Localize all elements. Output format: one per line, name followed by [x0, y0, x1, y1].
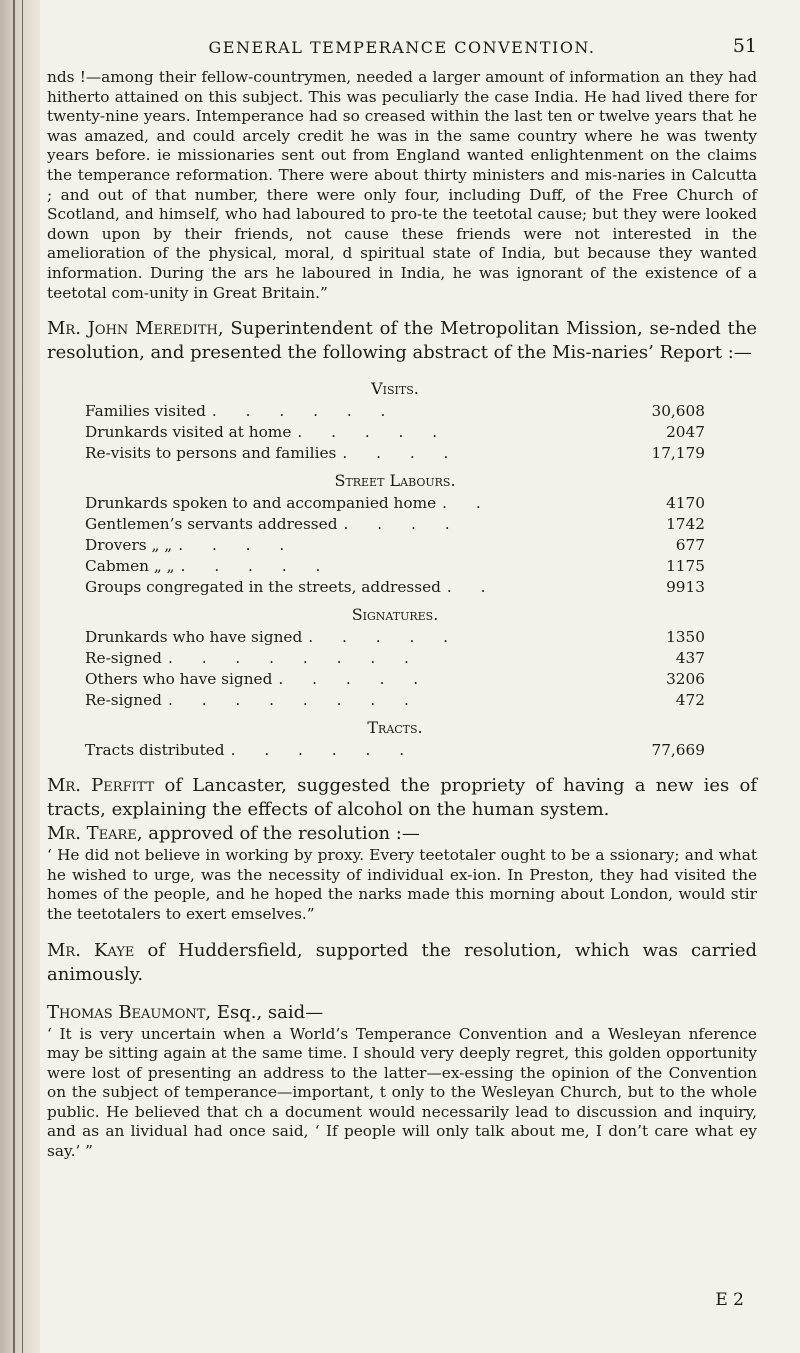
paragraph-text: ‘ It is very uncertain when a World’s Temperance Convention and a Wesleyan nference may be sitting again at the same time. I should very deeply regret, this golden opportunity were lost of presenting an address to the latter—ex-essing the opinion of the Convention on the subject of temperance—important, t only to the Wesleyan Church, but to the whole public. He believed that ch a document would necessarily lead to discussion and inquiry, and as an lividual had once said, ‘ If people will only talk about me, I don’t care what ey say.’ ”: [47, 1024, 757, 1161]
report-row-leader-dots: . . . . .: [278, 670, 431, 689]
missionaries-report-table: [85, 379, 705, 762]
report-row-value: 472: [675, 691, 705, 710]
report-row-leader-dots: . . . .: [343, 515, 462, 534]
report-row-value: 9913: [666, 578, 705, 597]
report-row: [85, 649, 705, 670]
report-row-label: Drunkards spoken to and accompanied home: [85, 494, 437, 513]
report-row: [85, 444, 705, 465]
speaker-name: Mr. Teare,: [47, 823, 143, 845]
report-row-label: Drunkards who have signed: [85, 628, 303, 647]
report-row-value: 4170: [666, 494, 705, 513]
speaker-name: Thomas Beaumont,: [47, 1001, 212, 1023]
book-page: [47, 35, 757, 1162]
paragraph-beaumont-quote: [47, 1025, 757, 1162]
speaker-name: Mr. John Meredith,: [47, 318, 224, 340]
speaker-name: Mr. Perfitt: [47, 775, 155, 797]
report-row: [85, 494, 705, 515]
speaker-name: Mr. Kaye: [47, 939, 135, 961]
report-row: [85, 557, 705, 578]
report-section-heading: Tracts.: [367, 718, 423, 738]
signature-mark: E 2: [715, 1290, 744, 1310]
report-row-label: Re-visits to persons and families: [85, 444, 337, 463]
report-row-label: Re-signed: [85, 649, 162, 668]
report-row: [85, 691, 705, 712]
report-row-value: 30,608: [651, 402, 705, 421]
binding-line: [22, 0, 23, 1353]
binding-line: [13, 0, 15, 1353]
report-row-label: Tracts distributed: [85, 741, 225, 760]
report-section-heading: Visits.: [371, 379, 419, 399]
report-row-label: Gentlemen’s servants addressed: [85, 515, 338, 534]
report-row-leader-dots: . .: [442, 494, 493, 513]
paragraph-teare: [47, 822, 757, 846]
report-row: [85, 423, 705, 444]
report-row-leader-dots: . . . .: [342, 444, 461, 463]
report-row-leader-dots: . . . . . .: [230, 741, 417, 760]
paragraph-teare-quote: [47, 846, 757, 924]
report-row-value: 17,179: [651, 444, 705, 463]
paragraph-missionary-speech: [47, 68, 757, 303]
page-header: [47, 35, 757, 68]
report-row: [85, 670, 705, 691]
paragraph-text: of Lancaster, suggested the propriety of having a new ies of tracts, explaining the effects of alcohol on the human system.: [47, 775, 757, 821]
report-row-label: Re-signed: [85, 691, 162, 710]
report-row-leader-dots: . . . . .: [308, 628, 461, 647]
report-row: [85, 628, 705, 649]
report-section-heading: Street Labours.: [334, 471, 456, 491]
report-row-leader-dots: . . . . . . . .: [167, 691, 421, 710]
report-row-label: Groups congregated in the streets, addressed: [85, 578, 441, 597]
report-row-value: 1350: [666, 628, 705, 647]
paragraph-kaye: [47, 939, 757, 987]
report-row-value: 1175: [666, 557, 705, 576]
paragraph-perfitt: [47, 774, 757, 822]
paragraph-text: of Huddersfield, supported the resolution, which was carried animously.: [47, 939, 757, 985]
running-title: GENERAL TEMPERANCE CONVENTION.: [208, 38, 596, 57]
report-row-label: Drovers „ „: [85, 536, 173, 555]
report-row-leader-dots: . . . . . .: [211, 402, 398, 421]
paragraph-meredith: [47, 317, 757, 365]
report-row-leader-dots: . . . .: [178, 536, 297, 555]
page-binding-shadow: [0, 0, 40, 1353]
paragraph-text: Esq., said—: [211, 1001, 324, 1023]
report-row-label: Families visited: [85, 402, 206, 421]
paragraph-text: ‘ He did not believe in working by proxy. Every teetotaler ought to be a ssionary; and what he wished to urge, was the necessity of individual ex-ion. In Preston, they had visited the homes of the people, and he hoped the narks made this morning about London, would stir the teetotalers to exert emselves.”: [47, 846, 757, 923]
report-row-label: Others who have signed: [85, 670, 273, 689]
page-number: 51: [732, 35, 757, 57]
report-row-value: 437: [675, 649, 705, 668]
report-row-value: 2047: [666, 423, 705, 442]
report-row-leader-dots: . . . . .: [180, 557, 333, 576]
report-row-value: 677: [675, 536, 705, 555]
report-row: [85, 536, 705, 557]
paragraph-text: Superintendent of the Metropolitan Mission, se-nded the resolution, and presented the following abstract of the Mis-naries’ Report :—: [47, 318, 757, 364]
report-row-leader-dots: . . . . . . . .: [167, 649, 421, 668]
report-section-heading: Signatures.: [351, 605, 439, 625]
report-row: [85, 402, 705, 423]
report-row-leader-dots: . .: [446, 578, 498, 597]
report-row: [85, 515, 705, 536]
report-row: [85, 741, 705, 762]
paragraph-text: approved of the resolution :—: [142, 823, 420, 845]
report-row-label: Cabmen „ „: [85, 557, 175, 576]
paragraph-text: nds !—among their fellow-countrymen, needed a larger amount of information an they had hitherto attained on this subject. This was peculiarly the case India. He had lived there for twenty-nine years. Intemperance had so creased within the last ten or twelve years that he was amazed, and could arcely credit he was in the same country where he was twenty years before. ie missionaries sent out from England wanted enlightenment on the claims the temperance reformation. There were about thirty ministers and mis-naries in Calcutta ; and out of that number, there were only four, including Duff, of the Free Church of Scotland, and himself, who had laboured to pro-te the teetotal cause; but they were looked down upon by their friends, not cause these friends were not interested in the amelioration of the physical, moral, d spiritual state of India, but because they wanted information. During the ars he laboured in India, he was ignorant of the existence of a teetotal com-unity in Great Britain.”: [47, 68, 757, 302]
report-row-value: 1742: [666, 515, 705, 534]
report-row-value: 3206: [666, 670, 705, 689]
report-row-label: Drunkards visited at home: [85, 423, 292, 442]
paragraph-beaumont: [47, 1001, 757, 1025]
report-row: [85, 578, 705, 599]
report-row-value: 77,669: [651, 741, 705, 760]
report-row-leader-dots: . . . . .: [297, 423, 450, 442]
